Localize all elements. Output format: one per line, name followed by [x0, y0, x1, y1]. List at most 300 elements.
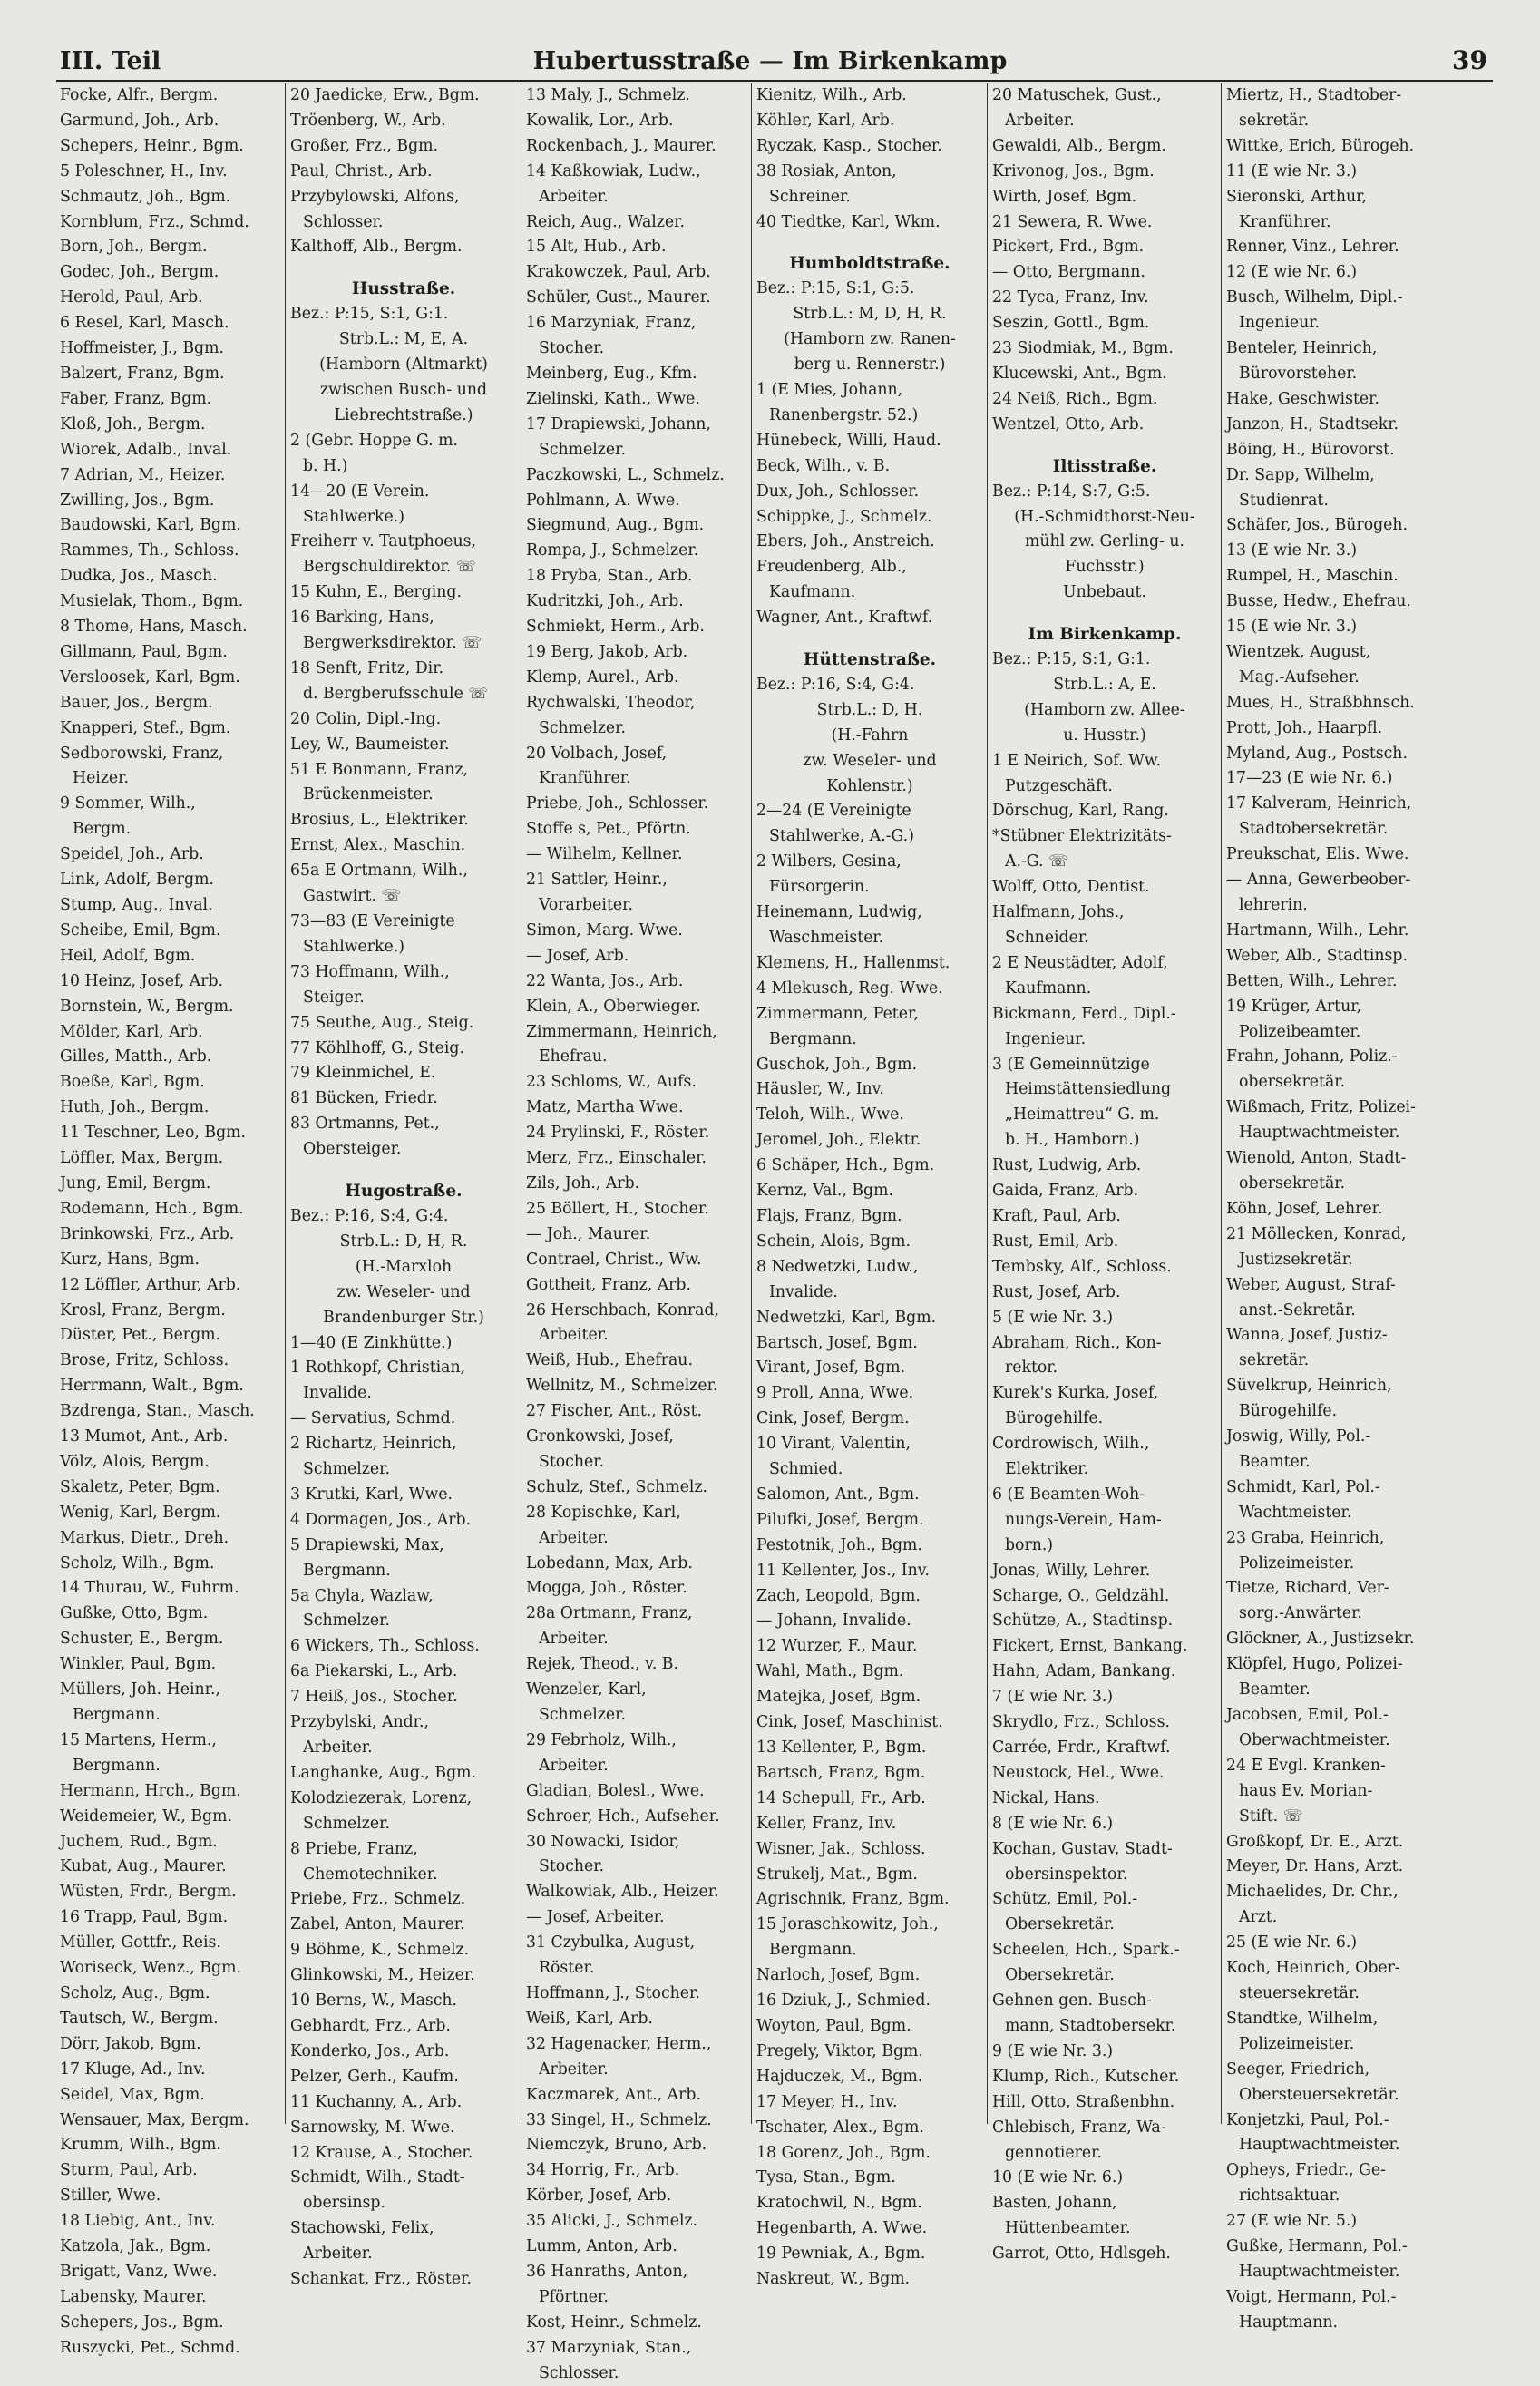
resident-entry: 12 Löffler, Arthur, Arb.: [60, 1275, 241, 1294]
resident-entry: Weber, August, Straf-: [1226, 1275, 1396, 1294]
entry-continuation: Obersteiger.: [303, 1140, 402, 1159]
resident-entry: Narloch, Josef, Bgm.: [756, 1966, 921, 1985]
resident-entry: Halfmann, Johs.,: [992, 903, 1125, 922]
street-info: zwischen Busch- und: [319, 380, 488, 399]
resident-entry: 17—23 (E wie Nr. 6.): [1226, 769, 1393, 788]
resident-entry: Benteler, Heinrich,: [1226, 339, 1378, 358]
entry-continuation: Bürogehilfe.: [1239, 1402, 1338, 1421]
resident-entry: Ebers, Joh., Anstreich.: [756, 532, 935, 551]
entry-continuation: Hauptwachtmeister.: [1239, 2136, 1400, 2155]
entry-continuation: Justizsekretär.: [1239, 1250, 1353, 1269]
entry-continuation: „Heimattreu“ G. m.: [1005, 1105, 1160, 1125]
resident-entry: 17 Kluge, Ad., Inv.: [60, 2060, 206, 2079]
resident-entry: Schüler, Gust., Maurer.: [526, 288, 711, 307]
resident-entry: Jacobsen, Emil, Pol.-: [1226, 1706, 1389, 1724]
resident-entry: Klein, A., Oberwieger.: [526, 997, 701, 1016]
resident-entry: Weber, Alb., Stadtinsp.: [1226, 946, 1408, 965]
resident-entry: 20 Volbach, Josef,: [526, 744, 668, 763]
resident-entry: Schein, Alois, Bgm.: [756, 1232, 911, 1251]
resident-entry: Hegenbarth, A. Wwe.: [756, 2219, 928, 2238]
resident-entry: Lobedann, Max, Arb.: [526, 1553, 693, 1573]
entry-continuation: Bergwerksdirektor. ☏: [303, 634, 482, 653]
resident-entry: Klump, Rich., Kutscher.: [992, 2067, 1180, 2086]
resident-entry: 5 Poleschner, H., Inv.: [60, 161, 228, 180]
resident-entry: 16 Trapp, Paul, Bgm.: [60, 1908, 229, 1927]
resident-entry: Stiller, Wwe.: [60, 2186, 161, 2206]
resident-entry: Wißmach, Fritz, Polizei-: [1226, 1098, 1416, 1117]
entry-continuation: Arbeiter.: [539, 1528, 609, 1547]
entry-continuation: Schmelzer.: [539, 1706, 626, 1724]
resident-entry: 6 Resel, Karl, Masch.: [60, 314, 229, 333]
column-4: [756, 83, 983, 2289]
resident-entry: Voigt, Hermann, Pol.-: [1226, 2287, 1397, 2306]
resident-entry: Rockenbach, J., Maurer.: [526, 136, 716, 155]
resident-entry: Kowalik, Lor., Arb.: [526, 111, 674, 130]
resident-entry: Schulz, Stef., Schmelz.: [526, 1477, 708, 1496]
resident-entry: Busch, Wilhelm, Dipl.-: [1226, 288, 1403, 307]
resident-entry: 9 (E wie Nr. 3.): [992, 2041, 1114, 2060]
resident-entry: Klemp, Aurel., Arb.: [526, 667, 679, 687]
resident-entry: 15 Joraschkowitz, Joh.,: [756, 1915, 939, 1934]
resident-entry: Zils, Joh., Arb.: [526, 1174, 640, 1193]
resident-entry: — Wilhelm, Kellner.: [526, 845, 683, 864]
resident-entry: Mues, H., Straßbhnsch.: [1226, 693, 1415, 712]
resident-entry: Frahn, Johann, Poliz.-: [1226, 1047, 1398, 1066]
resident-entry: 6 (E Beamten-Woh-: [992, 1485, 1145, 1504]
resident-entry: Guschok, Joh., Bgm.: [756, 1055, 918, 1074]
resident-entry: Bauer, Jos., Bergm.: [60, 693, 213, 712]
resident-entry: Schuster, E., Bergm.: [60, 1630, 224, 1649]
resident-entry: Versloosek, Karl, Bgm.: [60, 667, 240, 687]
resident-entry: 35 Alicki, J., Schmelz.: [526, 2212, 698, 2231]
entry-continuation: Beamter.: [1239, 1680, 1311, 1699]
column-2: [290, 83, 517, 2289]
resident-entry: Pestotnik, Joh., Bgm.: [756, 1535, 922, 1554]
resident-entry: Gehnen gen. Busch-: [992, 1992, 1152, 2011]
resident-entry: Contrael, Christ., Ww.: [526, 1250, 702, 1269]
resident-entry: Rejek, Theod., v. B.: [526, 1655, 679, 1674]
street-info: Strb.L.: D, H.: [816, 700, 923, 719]
resident-entry: 20 Colin, Dipl.-Ing.: [290, 709, 442, 728]
resident-entry: Wentzel, Otto, Arb.: [992, 414, 1145, 433]
resident-entry: 3 Krutki, Karl, Wwe.: [290, 1485, 453, 1504]
resident-entry: Myland, Aug., Postsch.: [1226, 744, 1408, 763]
resident-entry: Wahl, Math., Bgm.: [756, 1662, 904, 1681]
resident-entry: Woriseck, Wenz., Bgm.: [60, 1959, 241, 1978]
resident-entry: 79 Kleinmichel, E.: [290, 1064, 436, 1083]
resident-entry: Sturm, Paul, Arb.: [60, 2161, 198, 2180]
resident-entry: Prott, Joh., Haarpfl.: [1226, 718, 1383, 737]
resident-entry: Godec, Joh., Bergm.: [60, 263, 219, 282]
resident-entry: Sarnowsky, M. Wwe.: [290, 2118, 455, 2137]
resident-entry: Cink, Josef, Maschinist.: [756, 1713, 943, 1732]
resident-entry: 12 (E wie Nr. 6.): [1226, 263, 1358, 282]
entry-continuation: Ranenbergstr. 52.): [769, 405, 919, 424]
resident-entry: Wientzek, August,: [1226, 642, 1371, 661]
resident-entry: Freiherr v. Tautphoeus,: [290, 532, 476, 551]
resident-entry: 25 Böllert, H., Stocher.: [526, 1199, 709, 1218]
resident-entry: Meinberg, Eug., Kfm.: [526, 364, 697, 383]
resident-entry: Fickert, Ernst, Bankang.: [992, 1637, 1188, 1656]
resident-entry: Kaczmarek, Ant., Arb.: [526, 2085, 701, 2104]
resident-entry: Wensauer, Max, Bergm.: [60, 2110, 249, 2129]
entry-continuation: Pförtner.: [539, 2287, 609, 2306]
resident-entry: Pregely, Viktor, Bgm.: [756, 2041, 923, 2060]
resident-entry: Schäfer, Jos., Bürogeh.: [1226, 516, 1408, 535]
resident-entry: Standtke, Wilhelm,: [1226, 2009, 1379, 2028]
entry-continuation: Wachtmeister.: [1239, 1503, 1352, 1522]
resident-entry: Nedwetzki, Karl, Bgm.: [756, 1308, 937, 1327]
resident-entry: Müllers, Joh. Heinr.,: [60, 1680, 220, 1699]
resident-entry: 81 Bücken, Friedr.: [290, 1089, 438, 1108]
resident-entry: Walkowiak, Alb., Heizer.: [526, 1883, 719, 1902]
resident-entry: Gottheit, Franz, Arb.: [526, 1275, 691, 1294]
entry-continuation: Stocher.: [539, 339, 605, 358]
resident-entry: 2 Wilbers, Gesina,: [756, 852, 902, 872]
resident-entry: Speidel, Joh., Arb.: [60, 845, 204, 864]
resident-entry: 7 Adrian, M., Heizer.: [60, 465, 226, 484]
entry-continuation: Polizeimeister.: [1239, 1553, 1355, 1573]
resident-entry: Stoffe s, Pet., Pförtn.: [526, 820, 691, 839]
resident-entry: 18 Senft, Fritz, Dir.: [290, 658, 444, 677]
entry-continuation: obersekretär.: [1239, 1073, 1346, 1092]
resident-entry: 6a Piekarski, L., Arb.: [290, 1662, 458, 1681]
resident-entry: Bartsch, Franz, Bgm.: [756, 1763, 926, 1782]
resident-entry: Beck, Wilh., v. B.: [756, 456, 891, 475]
resident-entry: 27 Fischer, Ant., Röst.: [526, 1402, 703, 1421]
resident-entry: Winkler, Paul, Bgm.: [60, 1655, 217, 1674]
resident-entry: Hake, Geschwister.: [1226, 389, 1379, 408]
resident-entry: Bickmann, Ferd., Dipl.-: [992, 1004, 1176, 1023]
resident-entry: 8 Thome, Hans, Masch.: [60, 618, 248, 637]
entry-continuation: Oberwachtmeister.: [1239, 1730, 1390, 1749]
resident-entry: Paczkowski, L., Schmelz.: [526, 465, 725, 484]
resident-entry: Wüsten, Frdr., Bergm.: [60, 1883, 237, 1902]
entry-continuation: b. H.): [303, 456, 348, 475]
resident-entry: Schütze, A., Stadtinsp.: [992, 1612, 1174, 1631]
resident-entry: Rammes, Th., Schloss.: [60, 541, 239, 560]
resident-entry: 83 Ortmanns, Pet.,: [290, 1115, 440, 1134]
resident-entry: 21 Sattler, Heinr.,: [526, 871, 668, 890]
column-6: [1226, 83, 1489, 2332]
resident-entry: Mölder, Karl, Arb.: [60, 1022, 203, 1041]
street-info: zw. Weseler- und: [803, 751, 937, 770]
resident-entry: Rychwalski, Theodor,: [526, 693, 696, 712]
resident-entry: Bez.: P:15, S:1, G:1.: [290, 305, 449, 324]
entry-continuation: Ehefrau.: [539, 1047, 608, 1066]
resident-entry: Zach, Leopold, Bgm.: [756, 1586, 921, 1605]
resident-entry: 21 Sewera, R. Wwe.: [992, 212, 1153, 231]
resident-entry: 33 Singel, H., Schmelz.: [526, 2110, 712, 2129]
resident-entry: Schmidt, Wilh., Stadt-: [290, 2168, 465, 2187]
resident-entry: Kolodziezerak, Lorenz,: [290, 1788, 473, 1807]
resident-entry: Rust, Ludwig, Arb.: [992, 1156, 1142, 1175]
resident-entry: 75 Seuthe, Aug., Steig.: [290, 1013, 474, 1032]
entry-continuation: Stahlwerke.): [303, 937, 404, 956]
resident-entry: Schmidt, Karl, Pol.-: [1226, 1477, 1380, 1496]
resident-entry: Schütz, Emil, Pol.-: [992, 1890, 1138, 1909]
entry-continuation: Hauptwachtmeister.: [1239, 2262, 1400, 2281]
resident-entry: Glinkowski, M., Heizer.: [290, 1966, 475, 1985]
resident-entry: 12 Krause, A., Stocher.: [290, 2143, 473, 2162]
resident-entry: Dudka, Jos., Masch.: [60, 567, 218, 586]
resident-entry: Wiorek, Adalb., Inval.: [60, 440, 232, 459]
resident-entry: Rodemann, Hch., Bgm.: [60, 1199, 244, 1218]
entry-continuation: richtsaktuar.: [1239, 2186, 1340, 2206]
resident-entry: Seeger, Friedrich,: [1226, 2060, 1370, 2079]
resident-entry: Köhler, Karl, Arb.: [756, 111, 895, 130]
resident-entry: Scheibe, Emil, Bgm.: [60, 920, 221, 940]
resident-entry: Herold, Paul, Arb.: [60, 288, 203, 307]
resident-entry: 28 Kopischke, Karl,: [526, 1503, 681, 1522]
resident-entry: Nickal, Hans.: [992, 1788, 1100, 1807]
resident-entry: 73—83 (E Vereinigte: [290, 912, 455, 930]
resident-entry: Müller, Gottfr., Reis.: [60, 1933, 221, 1953]
resident-entry: Schankat, Frz., Röster.: [290, 2270, 472, 2289]
entry-continuation: anst.-Sekretär.: [1239, 1300, 1356, 1320]
entry-continuation: Schmelzer.: [303, 1612, 390, 1631]
street-info: Kohlenstr.): [826, 776, 913, 795]
entry-continuation: Studienrat.: [1239, 491, 1329, 510]
street-heading: Im Birkenkamp.: [1028, 625, 1182, 645]
entry-continuation: Chemotechniker.: [303, 1865, 438, 1884]
resident-entry: 8 (E wie Nr. 6.): [992, 1814, 1114, 1833]
resident-entry: Schroer, Hch., Aufseher.: [526, 1807, 720, 1826]
resident-entry: Brinkowski, Frz., Arb.: [60, 1224, 235, 1243]
resident-entry: Michaelides, Dr. Chr.,: [1226, 1883, 1399, 1902]
resident-entry: 38 Rosiak, Anton,: [756, 161, 897, 180]
resident-entry: 32 Hagenacker, Herm.,: [526, 2034, 712, 2053]
resident-entry: Przybylowski, Alfons,: [290, 187, 460, 206]
resident-entry: 21 Möllecken, Konrad,: [1226, 1224, 1407, 1243]
resident-entry: Kornblum, Frz., Schmd.: [60, 212, 249, 231]
resident-entry: 30 Nowacki, Isidor,: [526, 1832, 680, 1851]
resident-entry: 5 (E wie Nr. 3.): [992, 1308, 1114, 1327]
entry-continuation: Polizeimeister.: [1239, 2034, 1355, 2053]
entry-continuation: Vorarbeiter.: [539, 896, 633, 914]
resident-entry: 24 E Evgl. Kranken-: [1226, 1756, 1386, 1775]
street-info: Brandenburger Str.): [323, 1308, 484, 1327]
entry-continuation: sekretär.: [1239, 1351, 1310, 1370]
resident-entry: Labensky, Maurer.: [60, 2287, 207, 2306]
resident-entry: Wenzeler, Karl,: [526, 1680, 647, 1699]
resident-entry: Konderko, Jos., Arb.: [290, 2041, 450, 2060]
resident-entry: Garmund, Joh., Arb.: [60, 111, 219, 130]
resident-entry: 1 Rothkopf, Christian,: [290, 1359, 466, 1378]
page-title: Hubertusstraße — Im Birkenkamp: [532, 47, 1008, 75]
resident-entry: Flajs, Franz, Bgm.: [756, 1206, 902, 1225]
resident-entry: Boeße, Karl, Bgm.: [60, 1073, 205, 1092]
entry-continuation: Arbeiter.: [539, 187, 609, 206]
resident-entry: Gewaldi, Alb., Bergm.: [992, 136, 1166, 155]
resident-entry: Tröenberg, W., Arb.: [290, 111, 446, 130]
resident-entry: 36 Hanraths, Anton,: [526, 2262, 688, 2281]
resident-entry: Wienold, Anton, Stadt-: [1226, 1149, 1407, 1168]
resident-entry: Kurz, Hans, Bgm.: [60, 1250, 200, 1269]
resident-entry: Tembsky, Alf., Schloss.: [992, 1257, 1172, 1276]
entry-continuation: rektor.: [1005, 1359, 1058, 1378]
resident-entry: 1—40 (E Zinkhütte.): [290, 1333, 453, 1352]
entry-continuation: sekretär.: [1239, 111, 1310, 130]
resident-entry: Dr. Sapp, Wilhelm,: [1226, 465, 1375, 484]
resident-entry: 10 Heinz, Josef, Arb.: [60, 971, 224, 990]
street-info: Liebrechtstraße.): [334, 405, 473, 424]
resident-entry: Priebe, Frz., Schmelz.: [290, 1890, 466, 1909]
resident-entry: 11 Teschner, Leo, Bgm.: [60, 1124, 247, 1143]
entry-continuation: Kaufmann.: [1005, 979, 1092, 998]
resident-entry: Knapperi, Stef., Bgm.: [60, 718, 231, 737]
resident-entry: Hill, Otto, Straßenbhn.: [992, 2092, 1175, 2111]
column-divider: [751, 83, 752, 2124]
resident-entry: Reich, Aug., Walzer.: [526, 212, 685, 231]
street-info: (Hamborn zw. Allee-: [1024, 700, 1185, 719]
resident-entry: Musielak, Thom., Bgm.: [60, 592, 244, 611]
entry-continuation: Stadtobersekretär.: [1239, 820, 1389, 839]
resident-entry: Lumm, Anton, Arb.: [526, 2237, 677, 2256]
street-info: (Hamborn (Altmarkt): [319, 355, 488, 375]
resident-entry: Matejka, Josef, Bgm.: [756, 1688, 921, 1707]
resident-entry: Köhn, Josef, Lehrer.: [1226, 1199, 1383, 1218]
resident-entry: Gußke, Otto, Bgm.: [60, 1604, 209, 1623]
resident-entry: Bez.: P:15, S:1, G:5.: [756, 279, 915, 298]
resident-entry: Hajduczek, M., Bgm.: [756, 2067, 923, 2086]
street-info: mühl zw. Gerling- u.: [1025, 532, 1184, 551]
street-heading: Hugostraße.: [345, 1182, 463, 1202]
entry-continuation: Schmelzer.: [303, 1460, 390, 1479]
entry-continuation: Polizeibeamter.: [1239, 1022, 1361, 1041]
entry-continuation: Kranführer.: [539, 769, 631, 788]
resident-entry: Zabel, Anton, Maurer.: [290, 1915, 465, 1934]
resident-entry: Balzert, Franz, Bgm.: [60, 364, 225, 383]
column-5: [992, 83, 1217, 2264]
resident-entry: Strukelj, Mat., Bgm.: [756, 1865, 918, 1884]
resident-entry: Markus, Dietr., Dreh.: [60, 1528, 229, 1547]
entry-continuation: Bergschuldirektor. ☏: [303, 558, 476, 577]
resident-entry: Klemens, H., Hallenmst.: [756, 953, 950, 972]
resident-entry: 11 Kellenter, Jos., Inv.: [756, 1561, 930, 1580]
resident-entry: Janzon, H., Stadtsekr.: [1226, 414, 1399, 433]
spacer: [290, 260, 517, 269]
resident-entry: Rust, Josef, Arb.: [992, 1282, 1121, 1301]
entry-continuation: Röster.: [539, 1959, 595, 1978]
resident-entry: 13 Maly, J., Schmelz.: [526, 86, 690, 104]
entry-continuation: Schlosser.: [539, 2363, 619, 2382]
resident-entry: 4 Mlekusch, Reg. Wwe.: [756, 979, 943, 998]
resident-entry: Schippke, J., Schmelz.: [756, 507, 932, 526]
resident-entry: Link, Adolf, Bergm.: [60, 871, 214, 890]
street-heading: Hüttenstraße.: [803, 650, 937, 670]
resident-entry: 6 Wickers, Th., Schloss.: [290, 1637, 480, 1656]
entry-continuation: obersinspektor.: [1005, 1865, 1128, 1884]
street-info: Strb.L.: A, E.: [1053, 675, 1156, 694]
resident-entry: 77 Köhlhoff, G., Steig.: [290, 1038, 464, 1057]
resident-entry: 20 Jaedicke, Erw., Bgm.: [290, 86, 480, 104]
resident-entry: Brose, Fritz, Schloss.: [60, 1351, 229, 1370]
resident-entry: Miertz, H., Stadtober-: [1226, 86, 1402, 104]
entry-continuation: Arbeiter.: [539, 1630, 609, 1649]
resident-entry: Naskreut, W., Bgm.: [756, 2270, 911, 2289]
entry-continuation: mann, Stadtobersekr.: [1005, 2016, 1176, 2035]
resident-entry: Hoffmeister, J., Bgm.: [60, 339, 224, 358]
entry-continuation: born.): [1005, 1535, 1054, 1554]
spacer: [290, 1163, 517, 1172]
entry-continuation: Waschmeister.: [769, 929, 884, 947]
resident-entry: Brosius, L., Elektriker.: [290, 811, 469, 830]
entry-continuation: Obersekretär.: [1005, 1915, 1115, 1934]
entry-continuation: Bergmann.: [769, 1029, 857, 1048]
entry-continuation: Stift. ☏: [1239, 1807, 1303, 1826]
entry-continuation: Gastwirt. ☏: [303, 887, 402, 906]
resident-entry: Kernz, Val., Bgm.: [756, 1182, 893, 1201]
resident-entry: Baudowski, Karl, Bgm.: [60, 516, 241, 535]
resident-entry: 14 Thurau, W., Fuhrm.: [60, 1579, 239, 1598]
resident-entry: Preukschat, Elis. Wwe.: [1226, 845, 1409, 864]
resident-entry: Woyton, Paul, Bgm.: [756, 2016, 911, 2035]
resident-entry: 3 (E Gemeinnützige: [992, 1055, 1150, 1074]
resident-entry: Gronkowski, Josef,: [526, 1427, 674, 1446]
resident-entry: Süvelkrup, Heinrich,: [1226, 1377, 1392, 1396]
resident-entry: Hünebeck, Willi, Haud.: [756, 431, 941, 450]
resident-entry: Glöckner, A., Justizsekr.: [1226, 1630, 1415, 1649]
resident-entry: Pilufki, Josef, Bergm.: [756, 1510, 924, 1529]
resident-entry: Gillmann, Paul, Bgm.: [60, 642, 228, 661]
entry-continuation: Arbeiter.: [539, 1326, 609, 1345]
resident-entry: Rumpel, H., Maschin.: [1226, 567, 1399, 586]
resident-entry: Hermann, Hrch., Bgm.: [60, 1781, 241, 1800]
resident-entry: Rust, Emil, Arb.: [992, 1232, 1119, 1251]
resident-entry: Ruszycki, Pet., Schmd.: [60, 2338, 240, 2357]
resident-entry: 24 Prylinski, F., Röster.: [526, 1124, 710, 1143]
resident-entry: — Servatius, Schmd.: [290, 1409, 456, 1428]
resident-entry: 5a Chyla, Wazlaw,: [290, 1586, 434, 1605]
part-label: III. Teil: [60, 47, 161, 75]
entry-continuation: Fürsorgerin.: [769, 878, 870, 897]
entry-continuation: d. Bergberufsschule ☏: [303, 684, 488, 703]
resident-entry: Klucewski, Ant., Bgm.: [992, 364, 1167, 383]
resident-entry: Carrée, Frdr., Kraftwf.: [992, 1738, 1171, 1757]
resident-entry: Ernst, Alex., Maschin.: [290, 836, 466, 855]
resident-entry: 8 Priebe, Franz,: [290, 1839, 418, 1858]
resident-entry: Cink, Josef, Bergm.: [756, 1409, 910, 1428]
entry-continuation: obersinsp.: [303, 2194, 385, 2213]
resident-entry: 13 Mumot, Ant., Arb.: [60, 1427, 229, 1446]
resident-entry: Sieronski, Arthur,: [1226, 187, 1368, 206]
resident-entry: Zimmermann, Heinrich,: [526, 1022, 717, 1041]
resident-entry: Huth, Joh., Bergm.: [60, 1098, 210, 1117]
entry-continuation: Elektriker.: [1005, 1460, 1089, 1479]
resident-entry: Freudenberg, Alb.,: [756, 558, 907, 577]
resident-entry: Born, Joh., Bergm.: [60, 238, 208, 257]
resident-entry: Sedborowski, Franz,: [60, 744, 224, 763]
entry-continuation: Stocher.: [539, 1452, 605, 1471]
entry-continuation: Schneider.: [1005, 929, 1089, 947]
resident-entry: Schmiekt, Herm., Arb.: [526, 618, 705, 637]
resident-entry: Stump, Aug., Inval.: [60, 896, 213, 914]
resident-entry: 15 (E wie Nr. 3.): [1226, 618, 1358, 637]
resident-entry: 22 Wanta, Jos., Arb.: [526, 971, 684, 990]
entry-continuation: Steiger.: [303, 988, 365, 1007]
resident-entry: Bartsch, Josef, Bgm.: [756, 1333, 918, 1352]
resident-entry: 1 E Neirich, Sof. Ww.: [992, 751, 1162, 770]
resident-entry: 26 Herschbach, Konrad,: [526, 1300, 719, 1320]
entry-continuation: Obersekretär.: [1005, 1966, 1115, 1985]
resident-entry: Cordrowisch, Wilh.,: [992, 1435, 1150, 1454]
resident-entry: 23 Graba, Heinrich,: [1226, 1528, 1385, 1547]
resident-entry: Betten, Wilh., Lehrer.: [1226, 971, 1398, 990]
entry-continuation: Arbeiter.: [1005, 111, 1075, 130]
resident-entry: Jeromel, Joh., Elektr.: [756, 1131, 921, 1150]
entry-continuation: Heizer.: [73, 769, 130, 788]
